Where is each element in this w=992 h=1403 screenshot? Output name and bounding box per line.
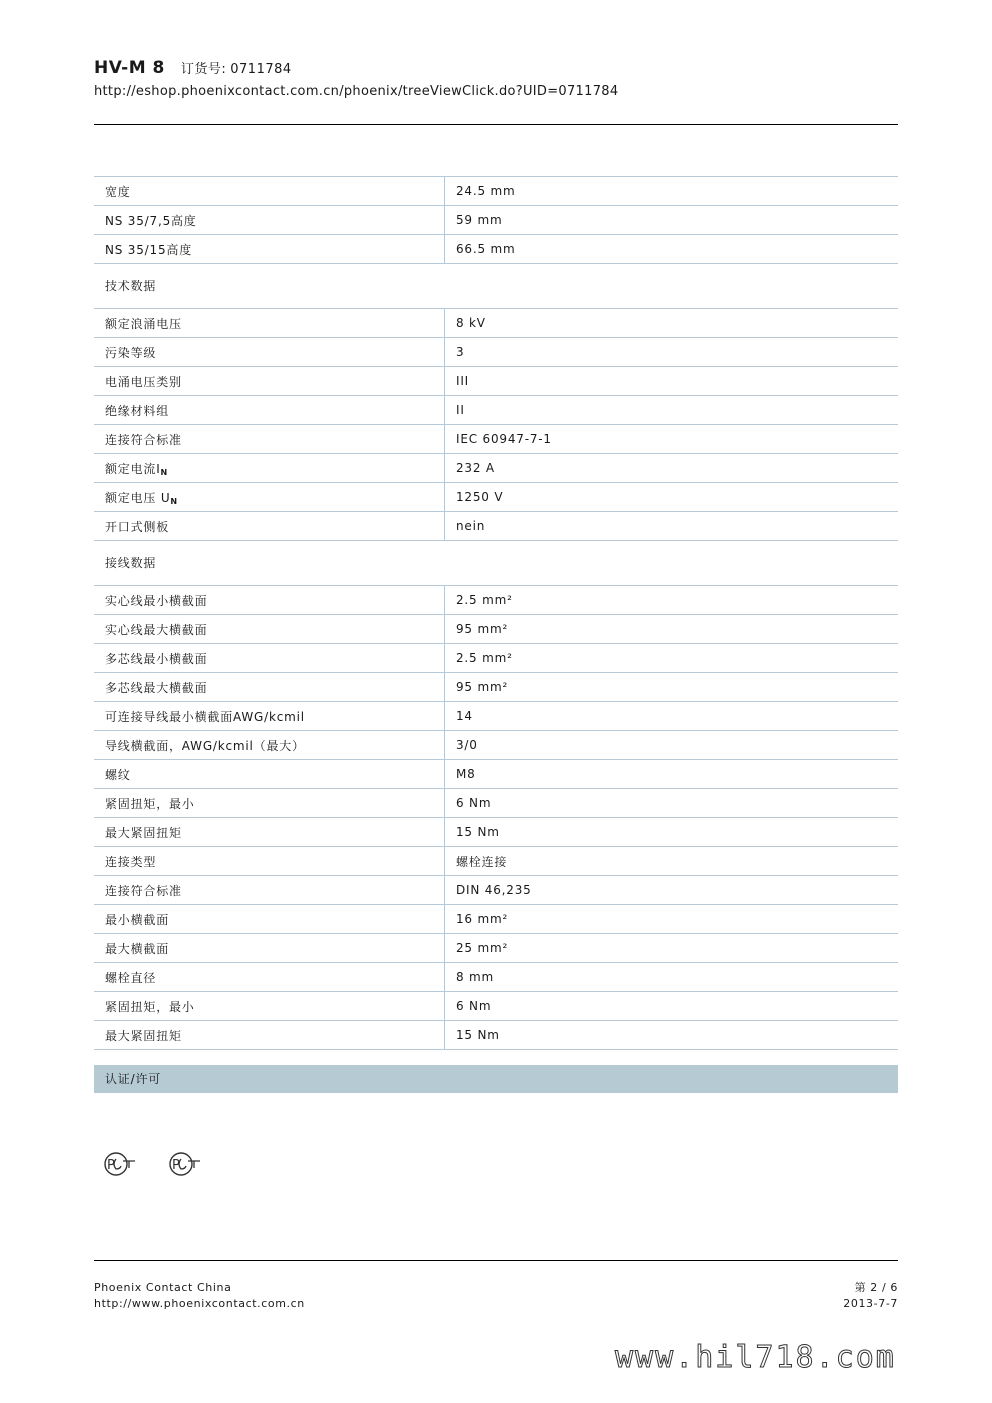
table-row bbox=[94, 818, 898, 847]
spec-label-text: 电涌电压类别 bbox=[105, 374, 182, 389]
spec-value: 95 mm² bbox=[445, 673, 899, 702]
table-row bbox=[94, 586, 898, 615]
wiring-data-table bbox=[94, 585, 898, 1050]
spec-label bbox=[94, 760, 445, 789]
spec-label-subscript: N bbox=[160, 467, 169, 477]
table-row bbox=[94, 367, 898, 396]
table-row bbox=[94, 425, 898, 454]
spec-content bbox=[94, 176, 898, 1093]
spec-value: nein bbox=[445, 512, 899, 541]
spec-value: 15 Nm bbox=[445, 1021, 899, 1050]
table-row bbox=[94, 454, 898, 483]
product-name: HV-M 8 bbox=[94, 58, 165, 78]
spec-label-text: 紧固扭矩，最小 bbox=[105, 999, 195, 1014]
page-number: 第 2 / 6 bbox=[854, 1281, 898, 1294]
gost-pct-mark-icon bbox=[102, 1150, 138, 1178]
spec-label-text: 额定电压 U bbox=[105, 490, 171, 505]
table-row bbox=[94, 338, 898, 367]
spec-label-text: 紧固扭矩，最小 bbox=[105, 796, 195, 811]
spec-value: 59 mm bbox=[445, 206, 899, 235]
order-number: 0711784 bbox=[230, 62, 292, 77]
table-row bbox=[94, 963, 898, 992]
spec-value: 8 kV bbox=[445, 309, 899, 338]
spec-label bbox=[94, 818, 445, 847]
spec-label bbox=[94, 847, 445, 876]
product-url[interactable]: http://eshop.phoenixcontact.com.cn/phoenix/treeViewClick.do?UID=0711784 bbox=[94, 84, 619, 99]
header-divider bbox=[94, 124, 898, 125]
approvals-heading: 认证/许可 bbox=[94, 1065, 898, 1093]
order-number-label: 订货号: bbox=[180, 62, 227, 77]
spec-label bbox=[94, 789, 445, 818]
spec-value: 2.5 mm² bbox=[445, 586, 899, 615]
spec-label bbox=[94, 396, 445, 425]
spec-label-text: 可连接导线最小横截面AWG/kcmil bbox=[105, 709, 305, 724]
table-row bbox=[94, 512, 898, 541]
spec-value: 25 mm² bbox=[445, 934, 899, 963]
table-row bbox=[94, 615, 898, 644]
spec-value: 8 mm bbox=[445, 963, 899, 992]
spec-label bbox=[94, 934, 445, 963]
spec-label bbox=[94, 731, 445, 760]
table-row bbox=[94, 760, 898, 789]
spec-label-text: 螺纹 bbox=[105, 767, 131, 782]
spec-label-text: NS 35/15高度 bbox=[105, 242, 192, 257]
spec-value: DIN 46,235 bbox=[445, 876, 899, 905]
document-date: 2013-7-7 bbox=[843, 1297, 898, 1310]
spec-label-text: 连接符合标准 bbox=[105, 432, 182, 447]
spec-label-text: 最大紧固扭矩 bbox=[105, 1028, 182, 1043]
spec-label-text: 最大横截面 bbox=[105, 941, 170, 956]
spec-label-text: 污染等级 bbox=[105, 345, 157, 360]
table-row bbox=[94, 309, 898, 338]
spec-label bbox=[94, 367, 445, 396]
spec-label bbox=[94, 512, 445, 541]
spec-label bbox=[94, 1021, 445, 1050]
document-header bbox=[94, 58, 898, 99]
spec-label bbox=[94, 235, 445, 264]
spec-value: III bbox=[445, 367, 899, 396]
table-row bbox=[94, 702, 898, 731]
spec-label bbox=[94, 338, 445, 367]
spec-value: M8 bbox=[445, 760, 899, 789]
spec-label bbox=[94, 177, 445, 206]
table-row bbox=[94, 206, 898, 235]
wiring-data-heading: 接线数据 bbox=[105, 556, 157, 570]
table-row bbox=[94, 644, 898, 673]
spec-value: 14 bbox=[445, 702, 899, 731]
spec-value: 1250 V bbox=[445, 483, 899, 512]
spec-label bbox=[94, 905, 445, 934]
spec-label bbox=[94, 309, 445, 338]
spec-label bbox=[94, 644, 445, 673]
company-name: Phoenix Contact China bbox=[94, 1281, 232, 1294]
gost-pct-mark-icon bbox=[167, 1150, 203, 1178]
spec-label bbox=[94, 425, 445, 454]
spec-value: 3/0 bbox=[445, 731, 899, 760]
svg-text:P: P bbox=[107, 1158, 115, 1173]
dimensions-table bbox=[94, 176, 898, 264]
table-row bbox=[94, 235, 898, 264]
spec-label-text: 宽度 bbox=[105, 184, 131, 199]
table-row bbox=[94, 847, 898, 876]
spec-value: 15 Nm bbox=[445, 818, 899, 847]
spec-label-text: 导线横截面，AWG/kcmil（最大） bbox=[105, 738, 305, 753]
table-row bbox=[94, 483, 898, 512]
table-row bbox=[94, 934, 898, 963]
spec-label-text: 绝缘材料组 bbox=[105, 403, 170, 418]
spec-value: 6 Nm bbox=[445, 992, 899, 1021]
spec-value: 232 A bbox=[445, 454, 899, 483]
table-row bbox=[94, 177, 898, 206]
spec-label bbox=[94, 615, 445, 644]
spec-label bbox=[94, 963, 445, 992]
table-row bbox=[94, 992, 898, 1021]
spec-label bbox=[94, 673, 445, 702]
spec-label-subscript: N bbox=[170, 496, 178, 506]
spec-label bbox=[94, 454, 445, 483]
footer-left bbox=[94, 1280, 305, 1312]
spec-value: IEC 60947-7-1 bbox=[445, 425, 899, 454]
approval-icons bbox=[102, 1150, 203, 1178]
table-row bbox=[94, 1021, 898, 1050]
spec-label-text: 额定电流I bbox=[105, 461, 161, 476]
table-row bbox=[94, 876, 898, 905]
spec-label bbox=[94, 876, 445, 905]
spec-value: 66.5 mm bbox=[445, 235, 899, 264]
company-website[interactable]: http://www.phoenixcontact.com.cn bbox=[94, 1297, 305, 1310]
spec-value: 16 mm² bbox=[445, 905, 899, 934]
spec-label-text: 最大紧固扭矩 bbox=[105, 825, 182, 840]
spec-label-text: 多芯线最大横截面 bbox=[105, 680, 208, 695]
spec-value: 24.5 mm bbox=[445, 177, 899, 206]
spec-label-text: 连接符合标准 bbox=[105, 883, 182, 898]
spec-label bbox=[94, 586, 445, 615]
table-row bbox=[94, 789, 898, 818]
svg-text:P: P bbox=[172, 1158, 180, 1173]
spec-value: 2.5 mm² bbox=[445, 644, 899, 673]
spec-label bbox=[94, 483, 445, 512]
spec-label bbox=[94, 702, 445, 731]
table-row bbox=[94, 731, 898, 760]
spec-value: 6 Nm bbox=[445, 789, 899, 818]
tech-data-heading: 技术数据 bbox=[105, 279, 157, 293]
table-row bbox=[94, 396, 898, 425]
table-row bbox=[94, 905, 898, 934]
spec-label-text: 最小横截面 bbox=[105, 912, 170, 927]
spec-value: 3 bbox=[445, 338, 899, 367]
tech-data-table bbox=[94, 308, 898, 541]
title-line bbox=[94, 58, 898, 84]
spec-label-text: 实心线最小横截面 bbox=[105, 593, 208, 608]
footer-divider bbox=[94, 1260, 898, 1261]
spec-label bbox=[94, 206, 445, 235]
table-row bbox=[94, 673, 898, 702]
spec-value: II bbox=[445, 396, 899, 425]
spec-label-text: 连接类型 bbox=[105, 854, 157, 869]
spec-label-text: 多芯线最小横截面 bbox=[105, 651, 208, 666]
spec-label-text: 螺栓直径 bbox=[105, 970, 157, 985]
spec-label-text: NS 35/7,5高度 bbox=[105, 213, 197, 228]
spec-value: 95 mm² bbox=[445, 615, 899, 644]
spec-label-text: 实心线最大横截面 bbox=[105, 622, 208, 637]
spec-label-text: 开口式侧板 bbox=[105, 519, 170, 534]
spec-label bbox=[94, 992, 445, 1021]
watermark: www.hil718.com bbox=[615, 1340, 896, 1375]
spec-label-text: 额定浪涌电压 bbox=[105, 316, 182, 331]
footer-right bbox=[843, 1280, 898, 1312]
spec-value: 螺栓连接 bbox=[445, 847, 899, 876]
